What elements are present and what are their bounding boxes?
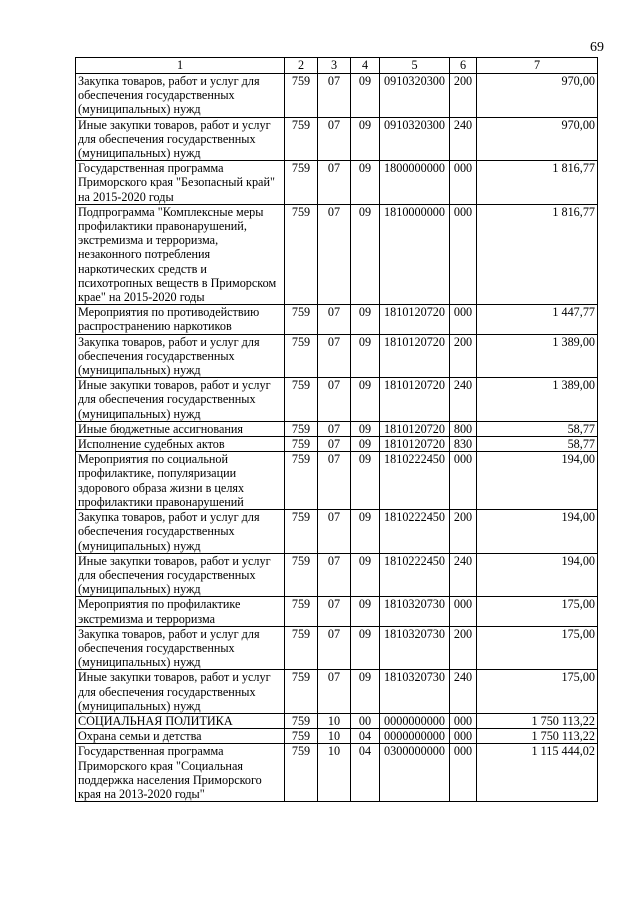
row-ministry-code-cell: 759: [285, 117, 318, 161]
table-row: [76, 204, 598, 304]
row-target-article-cell: 1810222450: [380, 553, 450, 597]
row-name-cell: СОЦИАЛЬНАЯ ПОЛИТИКА: [76, 713, 285, 728]
row-name-cell: Мероприятия по профилактике экстремизма и терроризма: [76, 597, 285, 626]
row-amount-cell: 194,00: [477, 510, 598, 554]
row-name-cell: Закупка товаров, работ и услуг для обеспечения государственных (муниципальных) нужд: [76, 74, 285, 118]
row-name-cell: Иные закупки товаров, работ и услуг для обеспечения государственных (муниципальных) нужд: [76, 670, 285, 714]
row-expense-type-cell: 200: [450, 626, 477, 670]
table-row: [76, 713, 598, 728]
row-amount-cell: 175,00: [477, 670, 598, 714]
row-name-cell: Иные закупки товаров, работ и услуг для обеспечения государственных (муниципальных) нужд: [76, 553, 285, 597]
row-target-article-cell: 0000000000: [380, 713, 450, 728]
row-name-cell: Подпрограмма "Комплексные меры профилактики правонарушений, экстремизма и терроризма, незаконного потребления наркотических средств и психотропных веществ в Приморском крае" на 2015-2020 годы: [76, 204, 285, 304]
row-expense-type-cell: 000: [450, 744, 477, 802]
row-expense-type-cell: 200: [450, 334, 477, 378]
row-subsection-code-cell: 09: [351, 597, 380, 626]
row-amount-cell: 194,00: [477, 452, 598, 510]
row-name-cell: Иные бюджетные ассигнования: [76, 421, 285, 436]
row-subsection-code-cell: 09: [351, 452, 380, 510]
row-expense-type-cell: 240: [450, 378, 477, 422]
table-row: [76, 597, 598, 626]
row-subsection-code-cell: 09: [351, 378, 380, 422]
table-row: [76, 670, 598, 714]
header-col-7: 7: [477, 58, 598, 74]
header-col-2: 2: [285, 58, 318, 74]
row-ministry-code-cell: 759: [285, 421, 318, 436]
row-subsection-code-cell: 09: [351, 626, 380, 670]
row-target-article-cell: 1810000000: [380, 204, 450, 304]
row-section-code-cell: 07: [318, 161, 351, 205]
row-ministry-code-cell: 759: [285, 161, 318, 205]
row-expense-type-cell: 240: [450, 553, 477, 597]
row-target-article-cell: 0910320300: [380, 117, 450, 161]
row-target-article-cell: 1810120720: [380, 334, 450, 378]
row-expense-type-cell: 200: [450, 510, 477, 554]
budget-table: [75, 57, 598, 802]
page-number: 69: [590, 40, 604, 55]
row-expense-type-cell: 000: [450, 597, 477, 626]
row-section-code-cell: 07: [318, 421, 351, 436]
row-expense-type-cell: 800: [450, 421, 477, 436]
table-row: [76, 626, 598, 670]
row-amount-cell: 1 389,00: [477, 334, 598, 378]
row-subsection-code-cell: 09: [351, 305, 380, 334]
row-target-article-cell: 0910320300: [380, 74, 450, 118]
row-subsection-code-cell: 09: [351, 204, 380, 304]
row-subsection-code-cell: 04: [351, 729, 380, 744]
row-subsection-code-cell: 09: [351, 117, 380, 161]
row-target-article-cell: 1810320730: [380, 670, 450, 714]
row-ministry-code-cell: 759: [285, 553, 318, 597]
row-section-code-cell: 10: [318, 713, 351, 728]
row-name-cell: Мероприятия по социальной профилактике, популяризации здорового образа жизни в целях профилактики правонарушений: [76, 452, 285, 510]
row-expense-type-cell: 000: [450, 452, 477, 510]
row-expense-type-cell: 000: [450, 305, 477, 334]
header-col-5: 5: [380, 58, 450, 74]
row-name-cell: Закупка товаров, работ и услуг для обеспечения государственных (муниципальных) нужд: [76, 626, 285, 670]
row-ministry-code-cell: 759: [285, 729, 318, 744]
table-row: [76, 729, 598, 744]
row-ministry-code-cell: 759: [285, 437, 318, 452]
row-name-cell: Закупка товаров, работ и услуг для обеспечения государственных (муниципальных) нужд: [76, 510, 285, 554]
header-col-3: 3: [318, 58, 351, 74]
row-section-code-cell: 07: [318, 378, 351, 422]
table-row: [76, 117, 598, 161]
row-subsection-code-cell: 09: [351, 161, 380, 205]
row-target-article-cell: 1810120720: [380, 437, 450, 452]
row-target-article-cell: 1810320730: [380, 597, 450, 626]
row-ministry-code-cell: 759: [285, 670, 318, 714]
row-section-code-cell: 10: [318, 729, 351, 744]
table-row: [76, 161, 598, 205]
row-expense-type-cell: 000: [450, 161, 477, 205]
row-name-cell: Мероприятия по противодействию распространению наркотиков: [76, 305, 285, 334]
row-expense-type-cell: 000: [450, 729, 477, 744]
row-target-article-cell: 1810120720: [380, 305, 450, 334]
row-subsection-code-cell: 09: [351, 510, 380, 554]
row-expense-type-cell: 830: [450, 437, 477, 452]
row-amount-cell: 1 115 444,02: [477, 744, 598, 802]
row-expense-type-cell: 240: [450, 670, 477, 714]
row-subsection-code-cell: 09: [351, 334, 380, 378]
table-row: [76, 305, 598, 334]
row-section-code-cell: 07: [318, 510, 351, 554]
row-amount-cell: 1 750 113,22: [477, 729, 598, 744]
row-ministry-code-cell: 759: [285, 626, 318, 670]
row-target-article-cell: 1810120720: [380, 378, 450, 422]
row-section-code-cell: 07: [318, 553, 351, 597]
row-ministry-code-cell: 759: [285, 744, 318, 802]
table-row: [76, 74, 598, 118]
row-name-cell: Исполнение судебных актов: [76, 437, 285, 452]
row-expense-type-cell: 200: [450, 74, 477, 118]
row-target-article-cell: 1810320730: [380, 626, 450, 670]
row-ministry-code-cell: 759: [285, 713, 318, 728]
row-ministry-code-cell: 759: [285, 74, 318, 118]
row-section-code-cell: 10: [318, 744, 351, 802]
row-expense-type-cell: 240: [450, 117, 477, 161]
row-section-code-cell: 07: [318, 117, 351, 161]
row-section-code-cell: 07: [318, 437, 351, 452]
row-amount-cell: 1 447,77: [477, 305, 598, 334]
row-target-article-cell: 0000000000: [380, 729, 450, 744]
row-ministry-code-cell: 759: [285, 204, 318, 304]
row-target-article-cell: 1810222450: [380, 510, 450, 554]
row-subsection-code-cell: 09: [351, 553, 380, 597]
table-row: [76, 452, 598, 510]
table-row: [76, 378, 598, 422]
row-section-code-cell: 07: [318, 305, 351, 334]
row-subsection-code-cell: 09: [351, 74, 380, 118]
row-amount-cell: 1 816,77: [477, 204, 598, 304]
row-amount-cell: 970,00: [477, 74, 598, 118]
header-col-4: 4: [351, 58, 380, 74]
row-subsection-code-cell: 09: [351, 437, 380, 452]
row-section-code-cell: 07: [318, 74, 351, 118]
table-row: [76, 437, 598, 452]
row-ministry-code-cell: 759: [285, 597, 318, 626]
row-target-article-cell: 1810222450: [380, 452, 450, 510]
row-amount-cell: 175,00: [477, 626, 598, 670]
table-row: [76, 744, 598, 802]
row-subsection-code-cell: 09: [351, 421, 380, 436]
row-amount-cell: 194,00: [477, 553, 598, 597]
row-name-cell: Закупка товаров, работ и услуг для обеспечения государственных (муниципальных) нужд: [76, 334, 285, 378]
row-amount-cell: 175,00: [477, 597, 598, 626]
row-amount-cell: 1 816,77: [477, 161, 598, 205]
row-target-article-cell: 1810120720: [380, 421, 450, 436]
row-section-code-cell: 07: [318, 670, 351, 714]
row-name-cell: Иные закупки товаров, работ и услуг для обеспечения государственных (муниципальных) нужд: [76, 117, 285, 161]
row-ministry-code-cell: 759: [285, 510, 318, 554]
row-section-code-cell: 07: [318, 204, 351, 304]
row-target-article-cell: 0300000000: [380, 744, 450, 802]
row-name-cell: Государственная программа Приморского края "Социальная поддержка населения Приморского края на 2013-2020 годы": [76, 744, 285, 802]
table-row: [76, 510, 598, 554]
row-target-article-cell: 1800000000: [380, 161, 450, 205]
row-name-cell: Государственная программа Приморского края "Безопасный край" на 2015-2020 годы: [76, 161, 285, 205]
table-header-row: [76, 58, 598, 74]
table-row: [76, 421, 598, 436]
row-amount-cell: 58,77: [477, 421, 598, 436]
row-amount-cell: 58,77: [477, 437, 598, 452]
row-ministry-code-cell: 759: [285, 452, 318, 510]
row-amount-cell: 1 389,00: [477, 378, 598, 422]
row-section-code-cell: 07: [318, 452, 351, 510]
row-section-code-cell: 07: [318, 626, 351, 670]
row-ministry-code-cell: 759: [285, 305, 318, 334]
row-expense-type-cell: 000: [450, 713, 477, 728]
header-col-1: 1: [76, 58, 285, 74]
row-section-code-cell: 07: [318, 334, 351, 378]
row-amount-cell: 970,00: [477, 117, 598, 161]
row-ministry-code-cell: 759: [285, 334, 318, 378]
table-row: [76, 334, 598, 378]
row-name-cell: Иные закупки товаров, работ и услуг для обеспечения государственных (муниципальных) нужд: [76, 378, 285, 422]
row-expense-type-cell: 000: [450, 204, 477, 304]
header-col-6: 6: [450, 58, 477, 74]
row-name-cell: Охрана семьи и детства: [76, 729, 285, 744]
table-row: [76, 553, 598, 597]
row-section-code-cell: 07: [318, 597, 351, 626]
row-ministry-code-cell: 759: [285, 378, 318, 422]
row-amount-cell: 1 750 113,22: [477, 713, 598, 728]
row-subsection-code-cell: 09: [351, 670, 380, 714]
row-subsection-code-cell: 00: [351, 713, 380, 728]
row-subsection-code-cell: 04: [351, 744, 380, 802]
